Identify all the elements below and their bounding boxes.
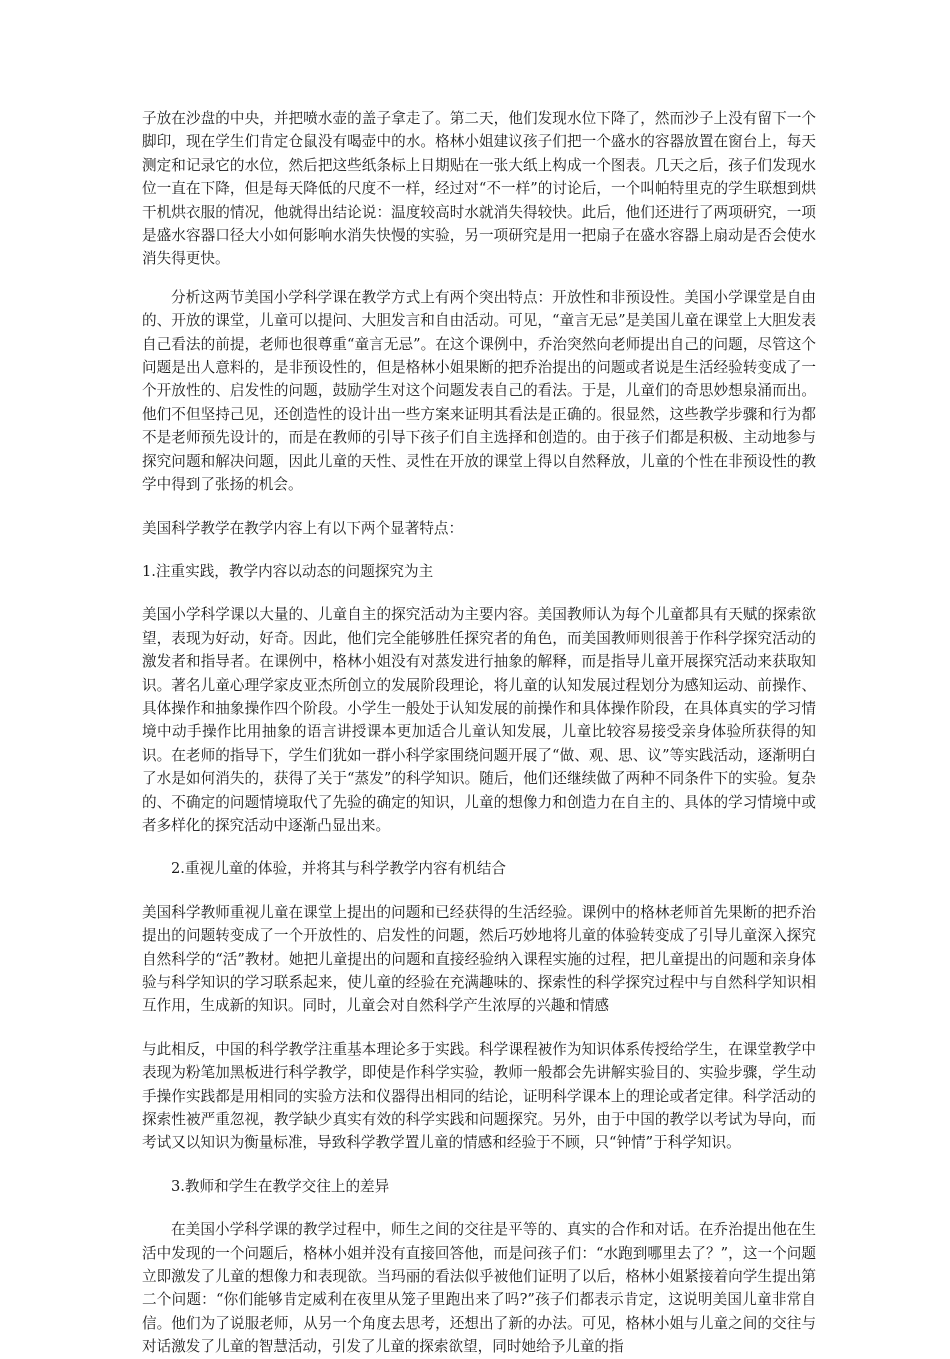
paragraph-inquiry-activities: 美国小学科学课以大量的、儿童自主的探究活动为主要内容。美国教师认为每个儿童都具有天赋的探索欲望，表现为好动，好奇。因此，他们完全能够胜任探究者的角色，而美国教师则很善于作科学探究活动的激发者和指导者。在课例中，格林小姐没有对蒸发进行抽象的解释，而是指导儿童开展探究活动来获取知识。著名儿童心理学家皮亚杰所创立的发展阶段理论，将儿童的认知发展过程划分为感知运动、前操作、具体操作和抽象操作四个阶段。小学生一般处于认知发展的前操作和具体操作阶段，在具体真实的学习情境中动手操作比用抽象的语言讲授课本更加适合儿童认知发展，儿童比较容易接受亲身体验所获得的知识。在老师的指导下，学生们犹如一群小科学家围绕问题开展了“做、观、思、议”等实践活动，逐渐明白了水是如何消失的，获得了关于“蒸发”的科学知识。随后，他们还继续做了两种不同条件下的实验。复杂的、不确定的问题情境取代了先验的确定的知识，儿童的想像力和创造力在自主的、具体的学习情境中或者多样化的探究活动中逐渐凸显出来。 bbox=[142, 606, 816, 834]
heading-practice-focus: 1.注重实践，教学内容以动态的问题探究为主 bbox=[142, 562, 434, 580]
paragraph-teaching-method-analysis: 分析这两节美国小学科学课在教学方式上有两个突出特点：开放性和非预设性。美国小学课堂是自由的、开放的课堂，儿童可以提问、大胆发言和自由活动。可见，“童言无忌”是美国儿童在课堂上大胆发表自己看法的前提，老师也很尊重“童言无忌”。在这个课例中，乔治突然向老师提出自己的问题，尽管这个问题是出人意料的，是非预设性的，但是格林小姐果断的把乔治提出的问题或者说是生活经验转变成了一个开放性的、启发性的问题，鼓励学生对这个问题发表自己的看法。于是，儿童们的奇思妙想泉涌而出。他们不但坚持己见，还创造性的设计出一些方案来证明其看法是正确的。很显然，这些教学步骤和行为都不是老师预先设计的，而是在教师的引导下孩子们自主选择和创造的。由于孩子们都是积极、主动地参与探究问题和解决问题，因此儿童的天性、灵性在开放的课堂上得以自然释放，儿童的个性在非预设性的教学中得到了张扬的机会。 bbox=[142, 288, 816, 494]
heading-child-experience: 2.重视儿童的体验，并将其与科学教学内容有机结合 bbox=[171, 860, 506, 878]
paragraph-experience-integration: 美国科学教师重视儿童在课堂上提出的问题和已经获得的生活经验。课例中的格林老师首先果断的把乔治提出的问题转变成了一个开放性的、启发性的问题，然后巧妙地将儿童的体验转变成了引导儿童深入探究自然科学的“活”教材。她把儿童提出的问题和直接经验纳入课程实施的过程，把儿童提出的问题和亲身体验与科学知识的学习联系起来，使儿童的经验在充满趣味的、探索性的科学探究过程中与自然科学知识相互作用，生成新的知识。同时，儿童会对自然科学产生浓厚的兴趣和情感 bbox=[142, 903, 816, 1015]
paragraph-china-comparison: 与此相反，中国的科学教学注重基本理论多于实践。科学课程被作为知识体系传授给学生，在课堂教学中表现为粉笔加黑板进行科学教学，即使是作科学实验，教师一般都会先讲解实验目的、实验步骤，学生动手操作实践都是用相同的实验方法和仪器得出相同的结论，证明科学课本上的理论或者定律。科学活动的探索性被严重忽视，教学缺少真实有效的科学实践和问题探究。另外，由于中国的教学以考试为导向，而考试又以知识为衡量标准，导致科学教学置儿童的情感和经验于不顾，只“钟情”于科学知识。 bbox=[142, 1040, 816, 1152]
paragraph-interaction-dialogue: 在美国小学科学课的教学过程中，师生之间的交往是平等的、真实的合作和对话。在乔治提出他在生活中发现的一个问题后，格林小姐并没有直接回答他，而是问孩子们：“水跑到哪里去了？”，这一个问题立即激发了儿童的想像力和表现欲。当玛丽的看法似乎被他们证明了以后，格林小姐紧接着向学生提出第二个问题：“你们能够肯定威利在夜里从笼子里跑出来了吗?”孩子们都表示肯定，这说明美国儿童非常自信。他们为了说服老师，从另一个角度去思考，还想出了新的办法。可见，格林小姐与儿童之间的交往与对话激发了儿童的智慧活动，引发了儿童的探索欲望，同时她给予儿童的指 bbox=[142, 1221, 816, 1356]
paragraph-content-features-intro: 美国科学教学在教学内容上有以下两个显著特点： bbox=[142, 519, 464, 537]
paragraph-hamster-experiment: 子放在沙盘的中央，并把喷水壶的盖子拿走了。第二天，他们发现水位下降了，然而沙子上没有留下一个脚印，现在学生们肯定仓鼠没有喝壶中的水。格林小姐建议孩子们把一个盛水的容器放置在窗台上，每天测定和记录它的水位，然后把这些纸条标上日期贴在一张大纸上构成一个图表。几天之后，孩子们发现水位一直在下降，但是每天降低的尺度不一样，经过对“不一样”的讨论后，一个叫帕特里克的学生联想到烘干机烘衣服的情况，他就得出结论说：温度较高时水就消失得较快。此后，他们还进行了两项研究，一项是盛水容器口径大小如何影响水消失快慢的实验，另一项研究是用一把扇子在盛水容器上扇动是否会使水消失得更快。 bbox=[142, 110, 816, 268]
heading-teacher-student-interaction: 3.教师和学生在教学交往上的差异 bbox=[171, 1177, 390, 1195]
